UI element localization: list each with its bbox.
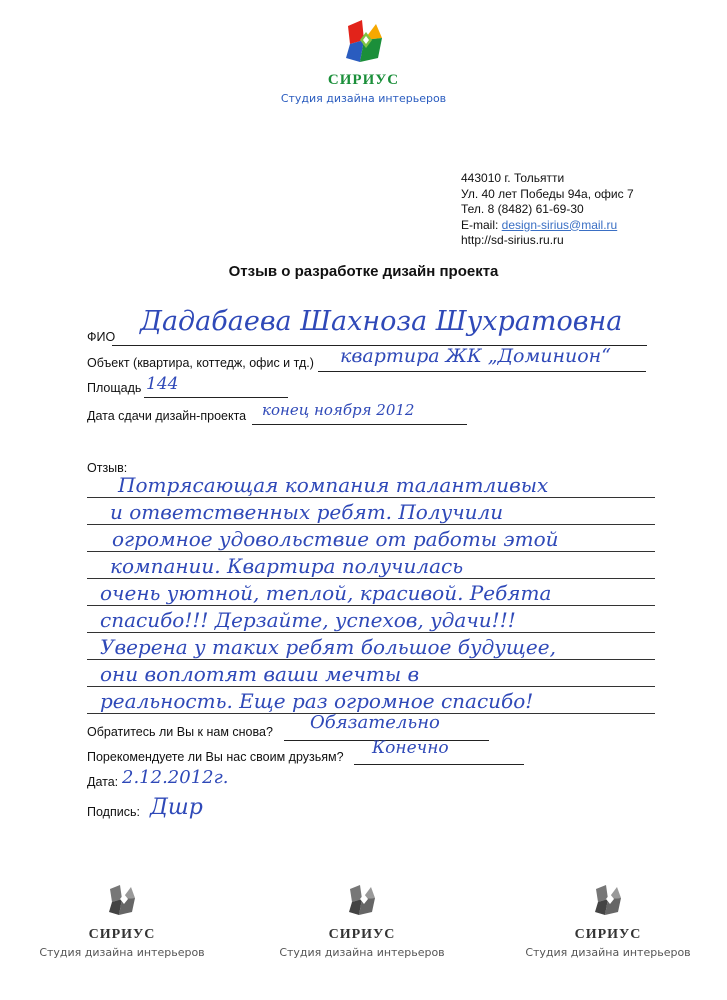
signature-value: Дшр	[150, 795, 203, 820]
contact-email-label: E-mail:	[461, 217, 502, 232]
review-text-line: огромное удовольствие от работы этой	[112, 527, 559, 551]
object-underline	[318, 371, 646, 372]
project-date-label: Дата сдачи дизайн-проекта	[87, 409, 247, 423]
footer-brand-name: СИРИУС	[574, 927, 642, 942]
review-guide-line	[87, 605, 655, 606]
recommend-value: Конечно	[372, 738, 449, 758]
header-brand-subtitle: Студия дизайна интерьеров	[280, 92, 447, 105]
again-value: Обязательно	[310, 712, 440, 733]
fio-label: ФИО	[87, 330, 116, 344]
footer-logo	[518, 883, 698, 959]
review-text-line: реальность. Еще раз огромное спасибо!	[100, 689, 534, 713]
review-guide-line	[87, 632, 655, 633]
contact-address: Ул. 40 лет Победы 94а, офис 7	[461, 186, 634, 201]
review-label: Отзыв:	[87, 461, 128, 475]
footer-brand-subtitle: Студия дизайна интерьеров	[39, 946, 205, 959]
page-title: Отзыв о разработке дизайн проекта	[228, 263, 499, 280]
review-text-line: очень уютной, теплой, красивой. Ребята	[100, 581, 552, 605]
recommend-underline	[354, 764, 524, 765]
footer-logo	[32, 883, 212, 959]
review-text-line: Потрясающая компания талантливых	[118, 473, 549, 497]
object-value: квартира ЖК „Доминион“	[340, 345, 611, 367]
area-label: Площадь	[87, 381, 142, 395]
footer-logo	[272, 883, 452, 959]
sirius-logo-gray-icon	[588, 883, 628, 923]
footer-brand-subtitle: Студия дизайна интерьеров	[525, 946, 691, 959]
contact-email-link[interactable]: design-sirius@mail.ru	[501, 217, 618, 232]
contact-email-row	[461, 218, 634, 234]
review-guide-line	[87, 578, 655, 579]
review-text-line: спасибо!!! Дерзайте, успехов, удачи!!!	[100, 608, 516, 632]
again-label: Обратитесь ли Вы к нам снова?	[87, 725, 273, 739]
project-date-underline	[252, 424, 467, 425]
sirius-logo-gray-icon	[342, 883, 382, 923]
footer-brand-name: СИРИУС	[328, 927, 396, 942]
recommend-label: Порекомендуете ли Вы нас своим друзьям?	[87, 750, 344, 764]
review-text-line: Уверена у таких ребят большое будущее,	[100, 635, 556, 659]
object-label: Объект (квартира, коттедж, офис и тд.)	[87, 356, 314, 370]
area-underline	[144, 397, 288, 398]
review-guide-line	[87, 551, 655, 552]
project-date-value: конец ноября 2012	[262, 401, 415, 419]
review-text-line: они воплотят ваши мечты в	[100, 662, 420, 686]
review-guide-line	[87, 686, 655, 687]
header-brand-name: СИРИУС	[327, 72, 400, 88]
sirius-logo-gray-icon	[102, 883, 142, 923]
date-label: Дата:	[87, 775, 119, 789]
footer-brand-name: СИРИУС	[88, 927, 156, 942]
review-guide-line	[87, 497, 655, 498]
contact-site[interactable]: http://sd-sirius.ru.ru	[461, 233, 564, 247]
review-guide-line	[87, 524, 655, 525]
signature-label: Подпись:	[87, 805, 140, 819]
contact-city: 443010 г. Тольятти	[461, 171, 565, 185]
footer-brand-subtitle: Студия дизайна интерьеров	[279, 946, 445, 959]
header-logo	[0, 18, 727, 105]
review-guide-line	[87, 659, 655, 660]
contact-phone: Тел. 8 (8482) 61-69-30	[461, 202, 584, 216]
date-value: 2.12.2012г.	[122, 767, 229, 788]
contact-block	[461, 171, 634, 249]
review-text-line: компании. Квартира получилась	[110, 554, 464, 578]
review-text-line: и ответственных ребят. Получили	[110, 500, 504, 524]
area-value: 144	[146, 374, 179, 394]
sirius-logo-icon	[336, 18, 392, 70]
fio-value: Дадабаева Шахноза Шухратовна	[140, 306, 623, 337]
